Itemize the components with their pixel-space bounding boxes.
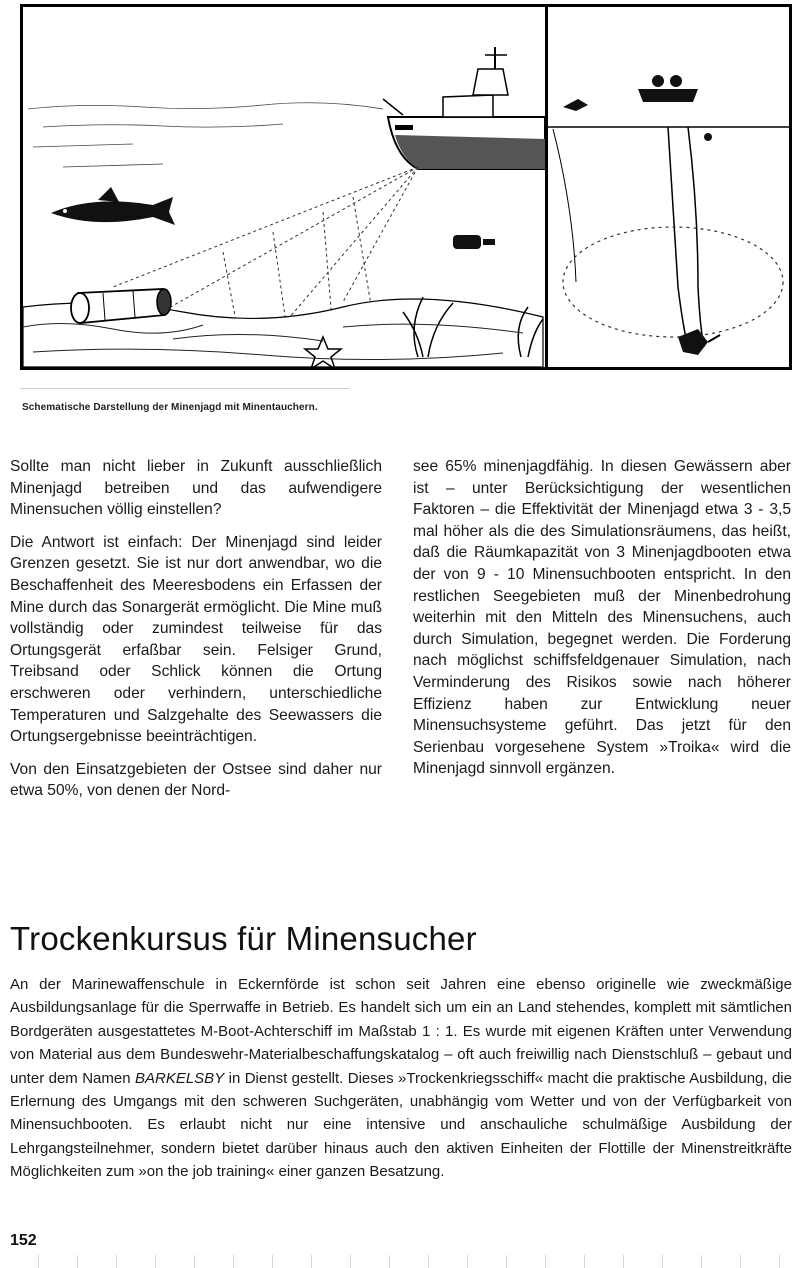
ship-name: BARKELSBY: [134, 1069, 225, 1087]
fish-icon: [51, 187, 175, 225]
figure-divider: [545, 7, 548, 367]
section-heading: Trockenkursus für Minensucher: [10, 920, 477, 958]
figure-caption: Schematische Darstellung der Minenjagd mit Minentauchern.: [22, 402, 318, 413]
minehunter-ship: [383, 47, 545, 169]
right-panel-scene: [548, 75, 789, 355]
text-column-right: [413, 456, 791, 791]
minehunting-drawing: [23, 7, 789, 367]
text-column-left: [10, 456, 382, 813]
paragraph: Sollte man nicht lieber in Zukunft ausschließlich Minenjagd betreiben und das aufwendigere Minensuchen völlig einstellen?: [10, 458, 382, 519]
paragraph: Die Antwort ist einfach: Der Minenjagd sind leider Grenzen gesetzt. Sie ist nur dort anwendbar, wo die Beschaffenheit des Meeresbodens ein Erfassen der Mine durch das Sonargerät ermöglicht. Die Mine muß vollständig oder zumindest teilweise für das Ortungsgerät erfaßbar sein. Felsiger Grund, Treibsand oder Schlick können die Ortung erschweren oder verhindern, unterschiedliche Temperaturen und Salzgehalte des Seewassers die Ortungsergebnisse beeinträchtigen.: [10, 533, 382, 746]
body-text-part: in Dienst gestellt. Dieses »Trockenkriegsschiff« macht die praktische Ausbildung, die Erlernung des Umgangs mit den schweren Suchgeräten, unabhängig vom Wetter und von der Verfügbarkeit von Minensuchbooten. Es erlaubt nicht nur eine intensive und anschauliche schulmäßige Ausbildung der Lehrgangsteilnehmer, sondern bietet darüber hinaus auch den aktiven Einheiten der Flottille der Minenstreitkräfte Möglichkeiten zum »on the job training« einer ganzen Besatzung.: [10, 1069, 792, 1181]
body-text-part: An der Marinewaffenschule in Eckernförde ist schon seit Jahren eine ebenso originelle wie zweckmäßige Ausbildungsanlage für die Sperrwaffe in Betrieb. Es handelt sich um ein an Land stehendes, komplett mit sämtlichen Bordgeräten ausgestattetes M-Boot-Achterschiff im Maßstab 1 : 1. Es wurde mit eigenen Kräften unter Verwendung von Material aus dem Bundeswehr-Materialbeschaffungskatalog – oft auch freiwillig nach Dienstschluß – gebaut und unter dem Namen: [10, 976, 792, 1087]
paragraph: see 65% minenjagdfähig. In diesen Gewässern aber ist – unter Berücksichtigung der wesentlichen Faktoren – die Effektivität der Minenjagd etwa 3 - 3,5 mal höher als die des Simulationsräumens, das heißt, daß die Räumkapazität von 3 Minenjagdbooten etwa der von 9 - 10 Minensuchbooten entspricht. In den restlichen Seegebieten muß der Minenbedrohung weiterhin mit den Mitteln des Minensuchens, auch durch Simulation, begegnet werden. Die Forderung nach möglichst schiffsfeldgenauer Simulation, nach Verminderung des Risikos sowie nach höherer Effizienz haben zur Entwicklung neuer Minensuchsysteme geführt. Das jetzt für den Serienbau vorgesehene System »Troika« wird die Minenjagd sinnvoll ergänzen.: [413, 458, 791, 778]
section-body: [10, 973, 792, 1184]
dinghy-icon: [638, 75, 698, 102]
paragraph: Von den Einsatzgebieten der Ostsee sind daher nur etwa 50%, von denen der Nord-: [10, 760, 382, 800]
rov-drone: [453, 235, 495, 249]
illustration-minehunting: [20, 4, 792, 370]
page-edge: [0, 1255, 800, 1268]
page-number: 152: [10, 1232, 37, 1249]
caption-rule: [20, 388, 350, 389]
left-panel-scene: [23, 47, 545, 367]
